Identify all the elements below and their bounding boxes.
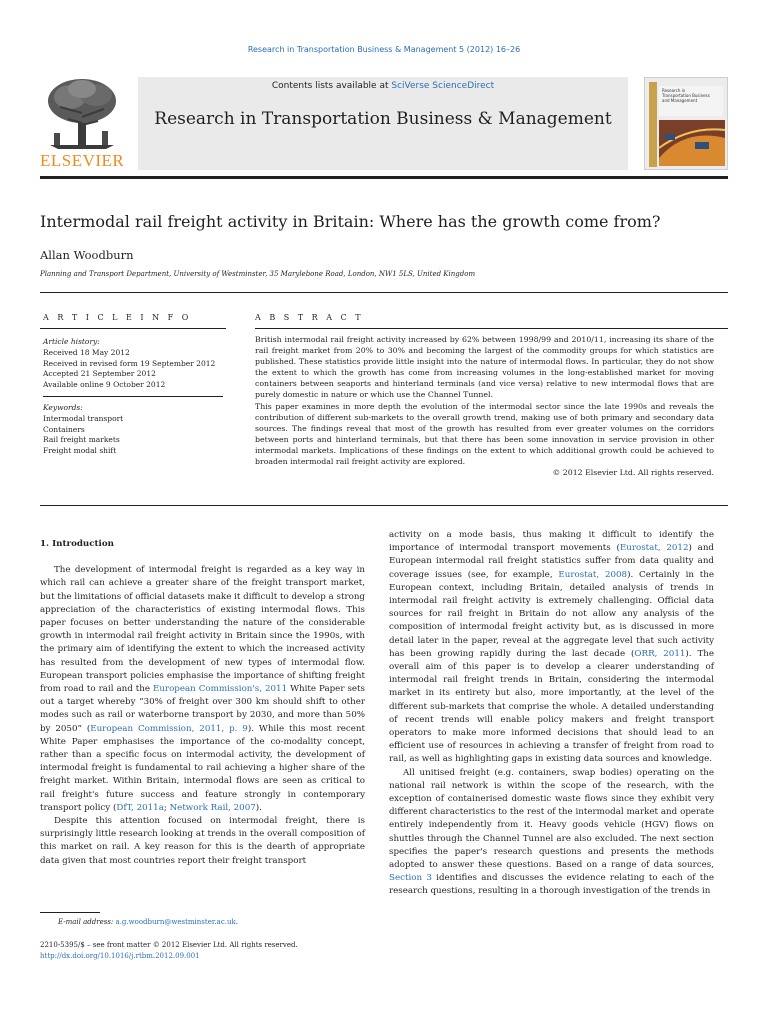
keyword: Intermodal transport bbox=[43, 413, 124, 423]
body-text: ). The overall aim of this paper is to develop a clearer understanding of intermodal rail freight trends in Britain, considering the intermodal market in its entirety but also, more importantly, at the level of the different sub-markets that comprise the whole. A detailed understanding of recent trends will enable policy makers and freight transport operators to make more informed decisions that should lead to an efficient use of resources in achieving a transfer of freight from road to rail, as well as highlighting gaps in existing data sources and knowledge. bbox=[389, 648, 714, 765]
reference-link[interactable]: European Commission's, 2011 bbox=[152, 684, 288, 695]
body-text: activity on a mode basis, thus making it difficult to identify the importance of intermodal transport movements ( bbox=[389, 530, 714, 554]
keywords-heading: Keywords: bbox=[43, 402, 83, 412]
keyword: Rail freight markets bbox=[43, 435, 120, 445]
section-heading: 1. Introduction bbox=[40, 539, 114, 549]
article-title: Intermodal rail freight activity in Britain: Where has the growth come from? bbox=[40, 212, 661, 231]
tree-icon bbox=[40, 77, 124, 151]
reference-link[interactable]: ORR, 2011 bbox=[634, 648, 686, 659]
body-paragraph bbox=[40, 564, 365, 815]
body-text: ; bbox=[163, 802, 170, 813]
elsevier-logo bbox=[40, 77, 124, 170]
contents-prefix: Contents lists available at bbox=[271, 81, 392, 91]
article-info bbox=[43, 337, 228, 457]
body-text: White Paper sets out a target whereby “30% of freight over 300 km should shift to other modes such as rail or waterborne transport by 2030, and more than 50% by 2050” ( bbox=[40, 684, 366, 734]
body-text: ). Certainly in the European context, including Britain, detailed analysis of trends in intermodal rail freight activity is extremely challenging. Official data sources for rail freight in Britain do not allow any analysis of the composition of intermodal freight activity but, as is discussed in more detail later in the paper, reveal at the aggregate level that such activity has been growing rapidly during the last decade ( bbox=[389, 569, 714, 659]
header-rule bbox=[40, 176, 728, 179]
body-text: ). While this most recent White Paper emphasises the importance of the co-modality concept, rather than a specific focus on intermodal activity, the development of intermodal freight is fundamental to rail achieving a higher share of the freight market. Within Britain, intermodal flows are seen as critical to rail freight's future success and feature strongly in contemporary transport policy ( bbox=[40, 723, 365, 813]
journal-cover bbox=[644, 77, 728, 170]
abstract-bottom-rule bbox=[40, 505, 728, 506]
keyword: Containers bbox=[43, 424, 85, 434]
copyright: © 2012 Elsevier Ltd. All rights reserved. bbox=[552, 468, 714, 478]
article-info-rule bbox=[40, 328, 226, 329]
contents-line bbox=[138, 81, 628, 91]
reference-link[interactable]: Network Rail, 2007 bbox=[169, 802, 256, 813]
abstract-label: A B S T R A C T bbox=[255, 313, 364, 322]
cover-title bbox=[662, 88, 710, 103]
journal-title: Research in Transportation Business & Management bbox=[154, 109, 612, 129]
reference-link[interactable]: European Commission, 2011, p. 9 bbox=[90, 723, 248, 734]
article-info-label: A R T I C L E I N F O bbox=[43, 313, 192, 322]
body-text: identifies and discusses the evidence relating to each of the research questions, resulting in a thorough investigation of the trends in bbox=[389, 873, 714, 897]
issn-line: 2210-5395/$ – see front matter © 2012 Elsevier Ltd. All rights reserved. bbox=[40, 941, 298, 949]
page-footer bbox=[40, 940, 298, 961]
body-paragraph bbox=[389, 767, 714, 899]
body-text: ) and European intermodal rail freight statistics suffer from data quality and coverage issues (see, for example, bbox=[389, 543, 714, 580]
abstract-paragraph: British intermodal rail freight activity increased by 62% between 1998/99 and 2010/11, increasing its share of the rail freight market from 20% to 30% and becoming the largest of the commodity groups for which statistics are published. These statistics provide little insight into the nature of intermodal flows. In particular, they do not show the extent to which the growth has come from increasing volumes in the long-established market for moving containers between seaports and hinterland terminals (and vice versa) relative to new intermodal flows that are purely domestic in nature or which use the Channel Tunnel. bbox=[255, 335, 714, 400]
history-item: Received in revised form 19 September 2012 bbox=[43, 358, 216, 368]
footnote-label: E-mail address: bbox=[58, 918, 116, 926]
right-column bbox=[389, 529, 714, 899]
body-text: All unitised freight (e.g. containers, swap bodies) operating on the national rail network is within the scope of the research, with the exception of containerised domestic waste flows since they exhibit very different characteristics to the rest of the intermodal market and operate entirely independently from it. Heavy goods vehicle (HGV) flows on shuttles through the Channel Tunnel are also excluded. The next section specifies the paper's research questions and presents the methods adopted to answer these questions. Based on a range of data sources, bbox=[389, 767, 714, 871]
footnote bbox=[58, 918, 238, 926]
body-text: The development of intermodal freight is regarded as a key way in which rail can achieve a greater share of the freight transport market, but the limitations of official datasets make it difficult to develop a strong appreciation of the characteristics of existing intermodal flows. This paper focuses on better understanding the nature of the considerable growth in intermodal rail freight activity in Britain since the 1990s, with the primary aim of identifying the extent to which the increased activity has resulted from the development of new types of intermodal flow. European transport policies emphasise the importance of shifting freight from road to rail and the bbox=[40, 565, 365, 695]
left-column bbox=[40, 538, 365, 868]
email-link[interactable]: a.g.woodburn@westminster.ac.uk bbox=[115, 918, 236, 926]
history-item: Received 18 May 2012 bbox=[43, 347, 130, 357]
journal-citation[interactable]: Research in Transportation Business & Management 5 (2012) 16–26 bbox=[247, 45, 521, 54]
cover-line: Research in bbox=[662, 88, 686, 93]
doi-link[interactable]: http://dx.doi.org/10.1016/j.rtbm.2012.09.001 bbox=[40, 951, 200, 960]
abstract bbox=[255, 334, 714, 478]
reference-link[interactable]: Eurostat, 2012 bbox=[619, 543, 689, 554]
sciencedirect-link[interactable]: SciVerse ScienceDirect bbox=[391, 81, 495, 91]
body-paragraph bbox=[389, 529, 714, 767]
reference-link[interactable]: DfT, 2011a bbox=[116, 802, 164, 813]
history-heading: Article history: bbox=[43, 337, 100, 346]
abstract-rule bbox=[255, 328, 728, 329]
abstract-paragraph: This paper examines in more depth the evolution of the intermodal sector since the late 1990s and reveals the contribution of different sub-markets to the overall growth trend, making use of both primary and secondary data sources. The findings reveal that most of the growth has resulted from ever greater volumes on the corridors between ports and hinterland terminals, but that there has been some innovation in service provision in other intermodal markets. Implications of these findings on the extent to which additional growth could be achieved to broaden intermodal rail freight activity are explored. bbox=[255, 401, 714, 467]
body-text: ). bbox=[255, 802, 262, 813]
footnote-end: . bbox=[235, 918, 238, 926]
body-paragraph: Despite this attention focused on intermodal freight, there is surprisingly little research looking at trends in the overall composition of this market on rail. A key reason for this is the dearth of appropriate data given that most countries report their freight transport bbox=[40, 816, 365, 866]
reference-link[interactable]: Eurostat, 2008 bbox=[558, 569, 628, 580]
affiliation-rule bbox=[40, 292, 728, 293]
elsevier-wordmark: ELSEVIER bbox=[40, 151, 125, 170]
section-link[interactable]: Section 3 bbox=[389, 873, 432, 884]
history-item: Accepted 21 September 2012 bbox=[43, 369, 156, 379]
journal-banner bbox=[138, 77, 628, 170]
author-affiliation: Planning and Transport Department, University of Westminster, 35 Marylebone Road, London, NW1 5LS, United Kingdom bbox=[40, 270, 476, 278]
journal-header bbox=[40, 77, 728, 170]
history-item: Available online 9 October 2012 bbox=[43, 380, 166, 390]
footnote-rule bbox=[40, 912, 100, 913]
author-name: Allan Woodburn bbox=[40, 248, 134, 262]
keyword: Freight modal shift bbox=[43, 446, 117, 456]
info-divider bbox=[43, 396, 223, 397]
cover-line: Transportation Business bbox=[662, 93, 710, 98]
cover-line: and Management bbox=[662, 98, 698, 103]
